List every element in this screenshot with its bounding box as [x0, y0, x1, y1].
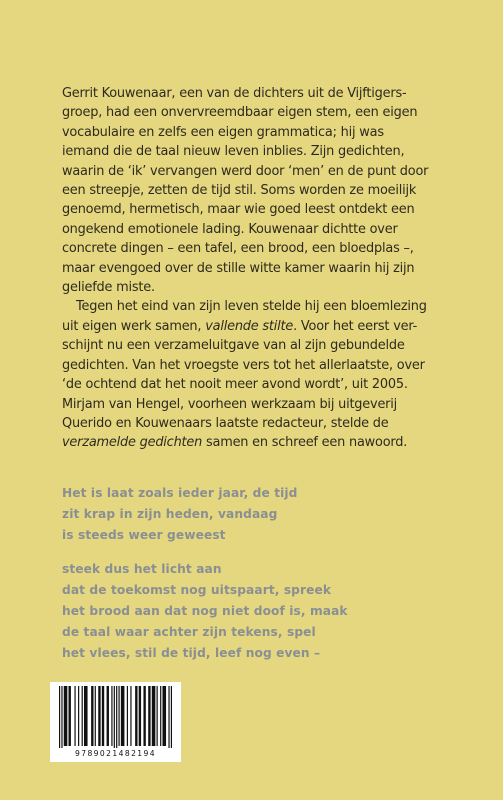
book-title-vallende-stilte: vallende stilte: [205, 318, 294, 334]
barcode-bar: [116, 686, 117, 748]
barcode-bar: [59, 686, 60, 748]
poem-stanza-2: [62, 559, 452, 664]
barcode-bar: [82, 686, 83, 746]
barcode-bar: [139, 686, 141, 746]
barcode-bar: [111, 686, 112, 746]
blurb-line: genoemd, hermetisch, maar wie goed leest ontdekt een: [62, 202, 415, 218]
barcode-bar: [160, 686, 161, 746]
barcode-bar: [118, 686, 119, 746]
barcode-bar: [127, 686, 128, 746]
blurb-line: iemand die de taal nieuw leven inblies. Zijn gedichten,: [62, 144, 405, 160]
barcode-bar: [171, 686, 172, 748]
blurb-line: Gerrit Kouwenaar, een van de dichters uit de Vijftigers-: [62, 86, 407, 101]
barcode-bars: [59, 686, 172, 748]
barcode-bar: [168, 686, 169, 748]
barcode-bar: [61, 686, 62, 748]
blurb-line: vocabulaire en zelfs een eigen grammatica; hij was: [62, 124, 384, 140]
poem-line: Het is laat zoals ieder jaar, de tijd: [62, 486, 298, 500]
blurb-text-run: uit eigen werk samen,: [62, 318, 206, 334]
poem-line: dat de toekomst nog uitspaart, spreek: [62, 583, 332, 597]
blurb-text-run: . Voor het eerst ver-: [293, 318, 418, 334]
barcode-bar: [69, 686, 71, 746]
barcode-bar: [78, 686, 79, 746]
barcode-bar: [84, 686, 88, 746]
barcode-bar: [64, 686, 68, 746]
barcode-bar: [135, 686, 137, 746]
barcode-bar: [130, 686, 131, 746]
blurb-line: [62, 433, 452, 452]
blurb-line: ongekend emotionele lading. Kouwenaar dichtte over: [62, 221, 398, 237]
barcode-bar: [152, 686, 156, 746]
barcode-bar: [121, 686, 125, 746]
poem-line: de taal waar achter zijn tekens, spel: [62, 625, 316, 639]
blurb-text-run: samen en schreef een nawoord.: [202, 435, 408, 451]
barcode-bar: [74, 686, 75, 746]
blurb-line: Tegen het eind van zijn leven stelde hij een bloemlezing: [76, 299, 427, 315]
barcode-graphic: [50, 682, 181, 762]
blurb-paragraph-1: [62, 84, 452, 297]
barcode-bar: [95, 686, 96, 746]
blurb-line: ‘de ochtend dat het nooit meer avond wordt’, uit 2005.: [62, 377, 408, 393]
poem-line: is steeds weer geweest: [62, 528, 226, 542]
barcode-bar: [148, 686, 150, 746]
blurb-line: gedichten. Van het vroegste vers tot het allerlaatste, over: [62, 357, 425, 373]
blurb-line: Mirjam van Hengel, voorheen werkzaam bij uitgeverij: [62, 396, 398, 412]
barcode-bar: [157, 686, 158, 746]
isbn-barcode: [50, 682, 181, 762]
blurb-line: maar evengoed over de stille witte kamer waarin hij zijn: [62, 260, 415, 276]
book-title-verzamelde-gedichten: verzamelde gedichten: [62, 435, 203, 451]
poem-line: het brood aan dat nog niet doof is, maak: [62, 604, 348, 618]
barcode-bar: [143, 686, 145, 746]
barcode-bar: [162, 686, 166, 746]
blurb-line: [62, 317, 452, 336]
blurb-paragraph-2: [62, 297, 452, 452]
barcode-bar: [91, 686, 93, 746]
poem-stanza-1: [62, 483, 452, 546]
blurb-line: waarin de ‘ik’ vervangen werd door ‘men’ en de punt door: [62, 163, 429, 179]
blurb-text: [62, 84, 452, 453]
poem-line: zit krap in zijn heden, vandaag: [62, 507, 278, 521]
blurb-line: groep, had een onvervreemdbaar eigen stem, een eigen: [62, 105, 418, 121]
barcode-bar: [114, 686, 115, 748]
barcode-bar: [98, 686, 100, 746]
blurb-line: geliefde miste.: [62, 280, 155, 296]
poem-line: steek dus het licht aan: [62, 562, 222, 576]
blurb-line: schijnt nu een verzameluitgave van al zijn gebundelde: [62, 338, 405, 354]
blurb-line: Querido en Kouwenaars laatste redacteur, stelde de: [62, 415, 389, 431]
barcode-bar: [107, 686, 109, 746]
poem-line: het vlees, stil de tijd, leef nog even –: [62, 646, 321, 660]
blurb-line: concrete dingen – een tafel, een brood, een bloedplas –,: [62, 241, 414, 257]
barcode-digits: 9789021482194: [74, 749, 157, 758]
blurb-line: een streepje, zetten de tijd stil. Soms worden ze moeilijk: [62, 183, 417, 199]
barcode-bar: [102, 686, 104, 746]
